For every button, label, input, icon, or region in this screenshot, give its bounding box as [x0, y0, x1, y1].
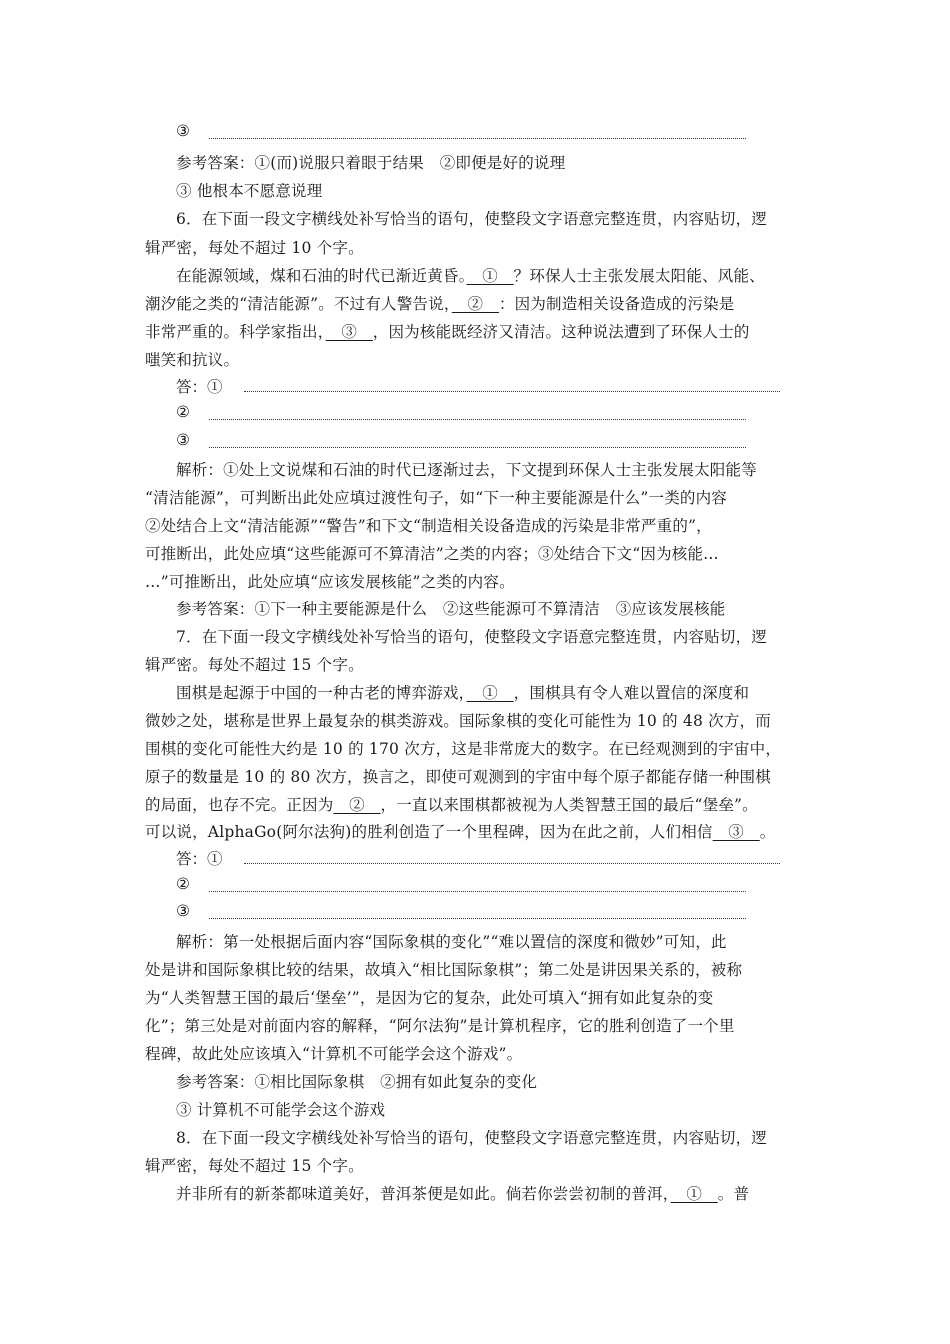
- passage-text: 围棋是起源于中国的一种古老的博弈游戏，: [176, 684, 467, 702]
- q7-passage-line: 原子的数量是 10 的 80 次方，换言之，即使可观测到的宇宙中每个原子都能存储一种围棋: [145, 768, 771, 786]
- q6-passage-line: 嗤笑和抗议。: [145, 351, 240, 369]
- q7-passage-line: 微妙之处，堪称是世界上最复杂的棋类游戏。国际象棋的变化可能性为 10 的 48 次方，而: [145, 712, 771, 730]
- q7-passage-line: 围棋的变化可能性大约是 10 的 170 次方，这是非常庞大的数字。在已经观测到的宇宙中，: [145, 740, 782, 758]
- q7-reference-answer: 参考答案：①相比国际象棋 ②拥有如此复杂的变化: [176, 1073, 538, 1091]
- passage-text: 。: [759, 823, 776, 841]
- passage-text: ？环保人士主张发展太阳能、风能、: [513, 267, 765, 285]
- passage-text: 潮汐能之类的“清洁能源”。不过有人警告说，: [145, 295, 452, 313]
- answer-label: ②: [176, 875, 190, 893]
- answer-label: ③: [176, 902, 190, 920]
- passage-text: ：因为制造相关设备造成的污染是: [498, 295, 735, 313]
- dotted-answer-rule: [209, 419, 746, 420]
- q7-explanation: 处是讲和国际象棋比较的结果，故填入“相比国际象棋”；第二处是讲因果关系的，被称: [145, 961, 743, 979]
- passage-text: 非常严重的。科学家指出，: [145, 323, 326, 341]
- passage-text: 在能源领域，煤和石油的时代已渐近黄昏。: [176, 267, 467, 285]
- blank-3: ③: [325, 323, 373, 341]
- answer-label: 答：①: [176, 378, 223, 396]
- answer-label: ③: [176, 431, 190, 449]
- q6-stem: 6．在下面一段文字横线处补写恰当的语句，使整段文字语意完整连贯，内容贴切，逻: [176, 210, 767, 228]
- q7-passage-line: [145, 793, 815, 815]
- reference-answer: 参考答案：①(而)说服只着眼于结果 ②即便是好的说理: [176, 154, 566, 172]
- q7-stem-cont: 辑严密。每处不超过 15 个字。: [145, 656, 364, 674]
- blank-1: ①: [466, 267, 514, 285]
- dotted-answer-rule: [244, 391, 780, 392]
- q6-explanation: ②处结合上文“清洁能源”“警告”和下文“制造相关设备造成的污染是非常严重的”，: [145, 517, 712, 535]
- q7-reference-answer-cont: ③ 计算机不可能学会这个游戏: [176, 1101, 386, 1119]
- blank-1: ①: [466, 684, 514, 702]
- answer-label: ③: [176, 122, 190, 140]
- q7-explanation: 程碑，故此处应该填入“计算机不可能学会这个游戏”。: [145, 1045, 523, 1063]
- dotted-answer-rule: [209, 918, 746, 919]
- q7-explanation: 为“人类智慧王国的最后‘堡垒’”，是因为它的复杂，此处可填入“拥有如此复杂的变: [145, 989, 714, 1007]
- answer-line-2[interactable]: [176, 403, 756, 425]
- q8-passage-line: [176, 1182, 816, 1204]
- passage-text: 并非所有的新茶都味道美好，普洱茶便是如此。倘若你尝尝初制的普洱，: [176, 1185, 671, 1203]
- answer-line-3[interactable]: [176, 431, 756, 453]
- blank-1: ①: [670, 1185, 718, 1203]
- passage-text: 的局面，也存不完。正因为: [145, 796, 334, 814]
- q7-explanation: 解析：第一处根据后面内容“国际象棋的变化”“难以置信的深度和微妙”可知，此: [176, 933, 727, 951]
- q8-stem-cont: 辑严密，每处不超过 15 个字。: [145, 1157, 364, 1175]
- answer-line-1[interactable]: [176, 375, 786, 397]
- answer-line-3[interactable]: [176, 122, 756, 144]
- q6-explanation: 可推断出，此处应填“这些能源可不算清洁”之类的内容；③处结合下文“因为核能…: [145, 545, 719, 563]
- passage-text: ，一直以来围棋都被视为人类智慧王国的最后“堡垒”。: [380, 796, 758, 814]
- q6-passage-line: [176, 264, 816, 286]
- answer-line-2[interactable]: [176, 875, 756, 897]
- q6-explanation: 解析：①处上文说煤和石油的时代已逐渐过去，下文提到环保人士主张发展太阳能等: [176, 461, 757, 479]
- q7-stem: 7．在下面一段文字横线处补写恰当的语句，使整段文字语意完整连贯，内容贴切，逻: [176, 628, 767, 646]
- answer-line-3[interactable]: [176, 902, 756, 924]
- answer-line-1[interactable]: [176, 847, 786, 869]
- q7-passage-line: [176, 681, 816, 703]
- answer-label: 答：①: [176, 850, 223, 868]
- dotted-answer-rule: [209, 138, 746, 139]
- reference-answer-cont: ③ 他根本不愿意说理: [176, 182, 323, 200]
- q7-explanation: 化”；第三处是对前面内容的解释，“阿尔法狗”是计算机程序，它的胜利创造了一个里: [145, 1017, 735, 1035]
- dotted-answer-rule: [209, 891, 746, 892]
- passage-text: 可以说，AlphaGo(阿尔法狗)的胜利创造了一个里程碑，因为在此之前，人们相信: [145, 823, 713, 841]
- q7-passage-line: [145, 820, 815, 842]
- answer-label: ②: [176, 403, 190, 421]
- passage-text: ，因为核能既经济又清洁。这种说法遭到了环保人士的: [372, 323, 750, 341]
- blank-2: ②: [451, 295, 499, 313]
- dotted-answer-rule: [209, 447, 746, 448]
- q8-stem: 8．在下面一段文字横线处补写恰当的语句，使整段文字语意完整连贯，内容贴切，逻: [176, 1129, 767, 1147]
- q6-explanation: “清洁能源”，可判断出此处应填过渡性句子，如“下一种主要能源是什么”一类的内容: [145, 489, 727, 507]
- q6-passage-line: [145, 320, 815, 342]
- q6-reference-answer: 参考答案：①下一种主要能源是什么 ②这些能源可不算清洁 ③应该发展核能: [176, 600, 726, 618]
- dotted-answer-rule: [244, 863, 780, 864]
- q6-passage-line: [145, 292, 815, 314]
- passage-text: 。普: [717, 1185, 750, 1203]
- q6-explanation: …”可推断出，此处应填“应该发展核能”之类的内容。: [145, 573, 515, 591]
- blank-3: ③: [712, 823, 760, 841]
- passage-text: ，围棋具有令人难以置信的深度和: [513, 684, 750, 702]
- blank-2: ②: [333, 796, 381, 814]
- q6-stem-cont: 辑严密，每处不超过 10 个字。: [145, 239, 364, 257]
